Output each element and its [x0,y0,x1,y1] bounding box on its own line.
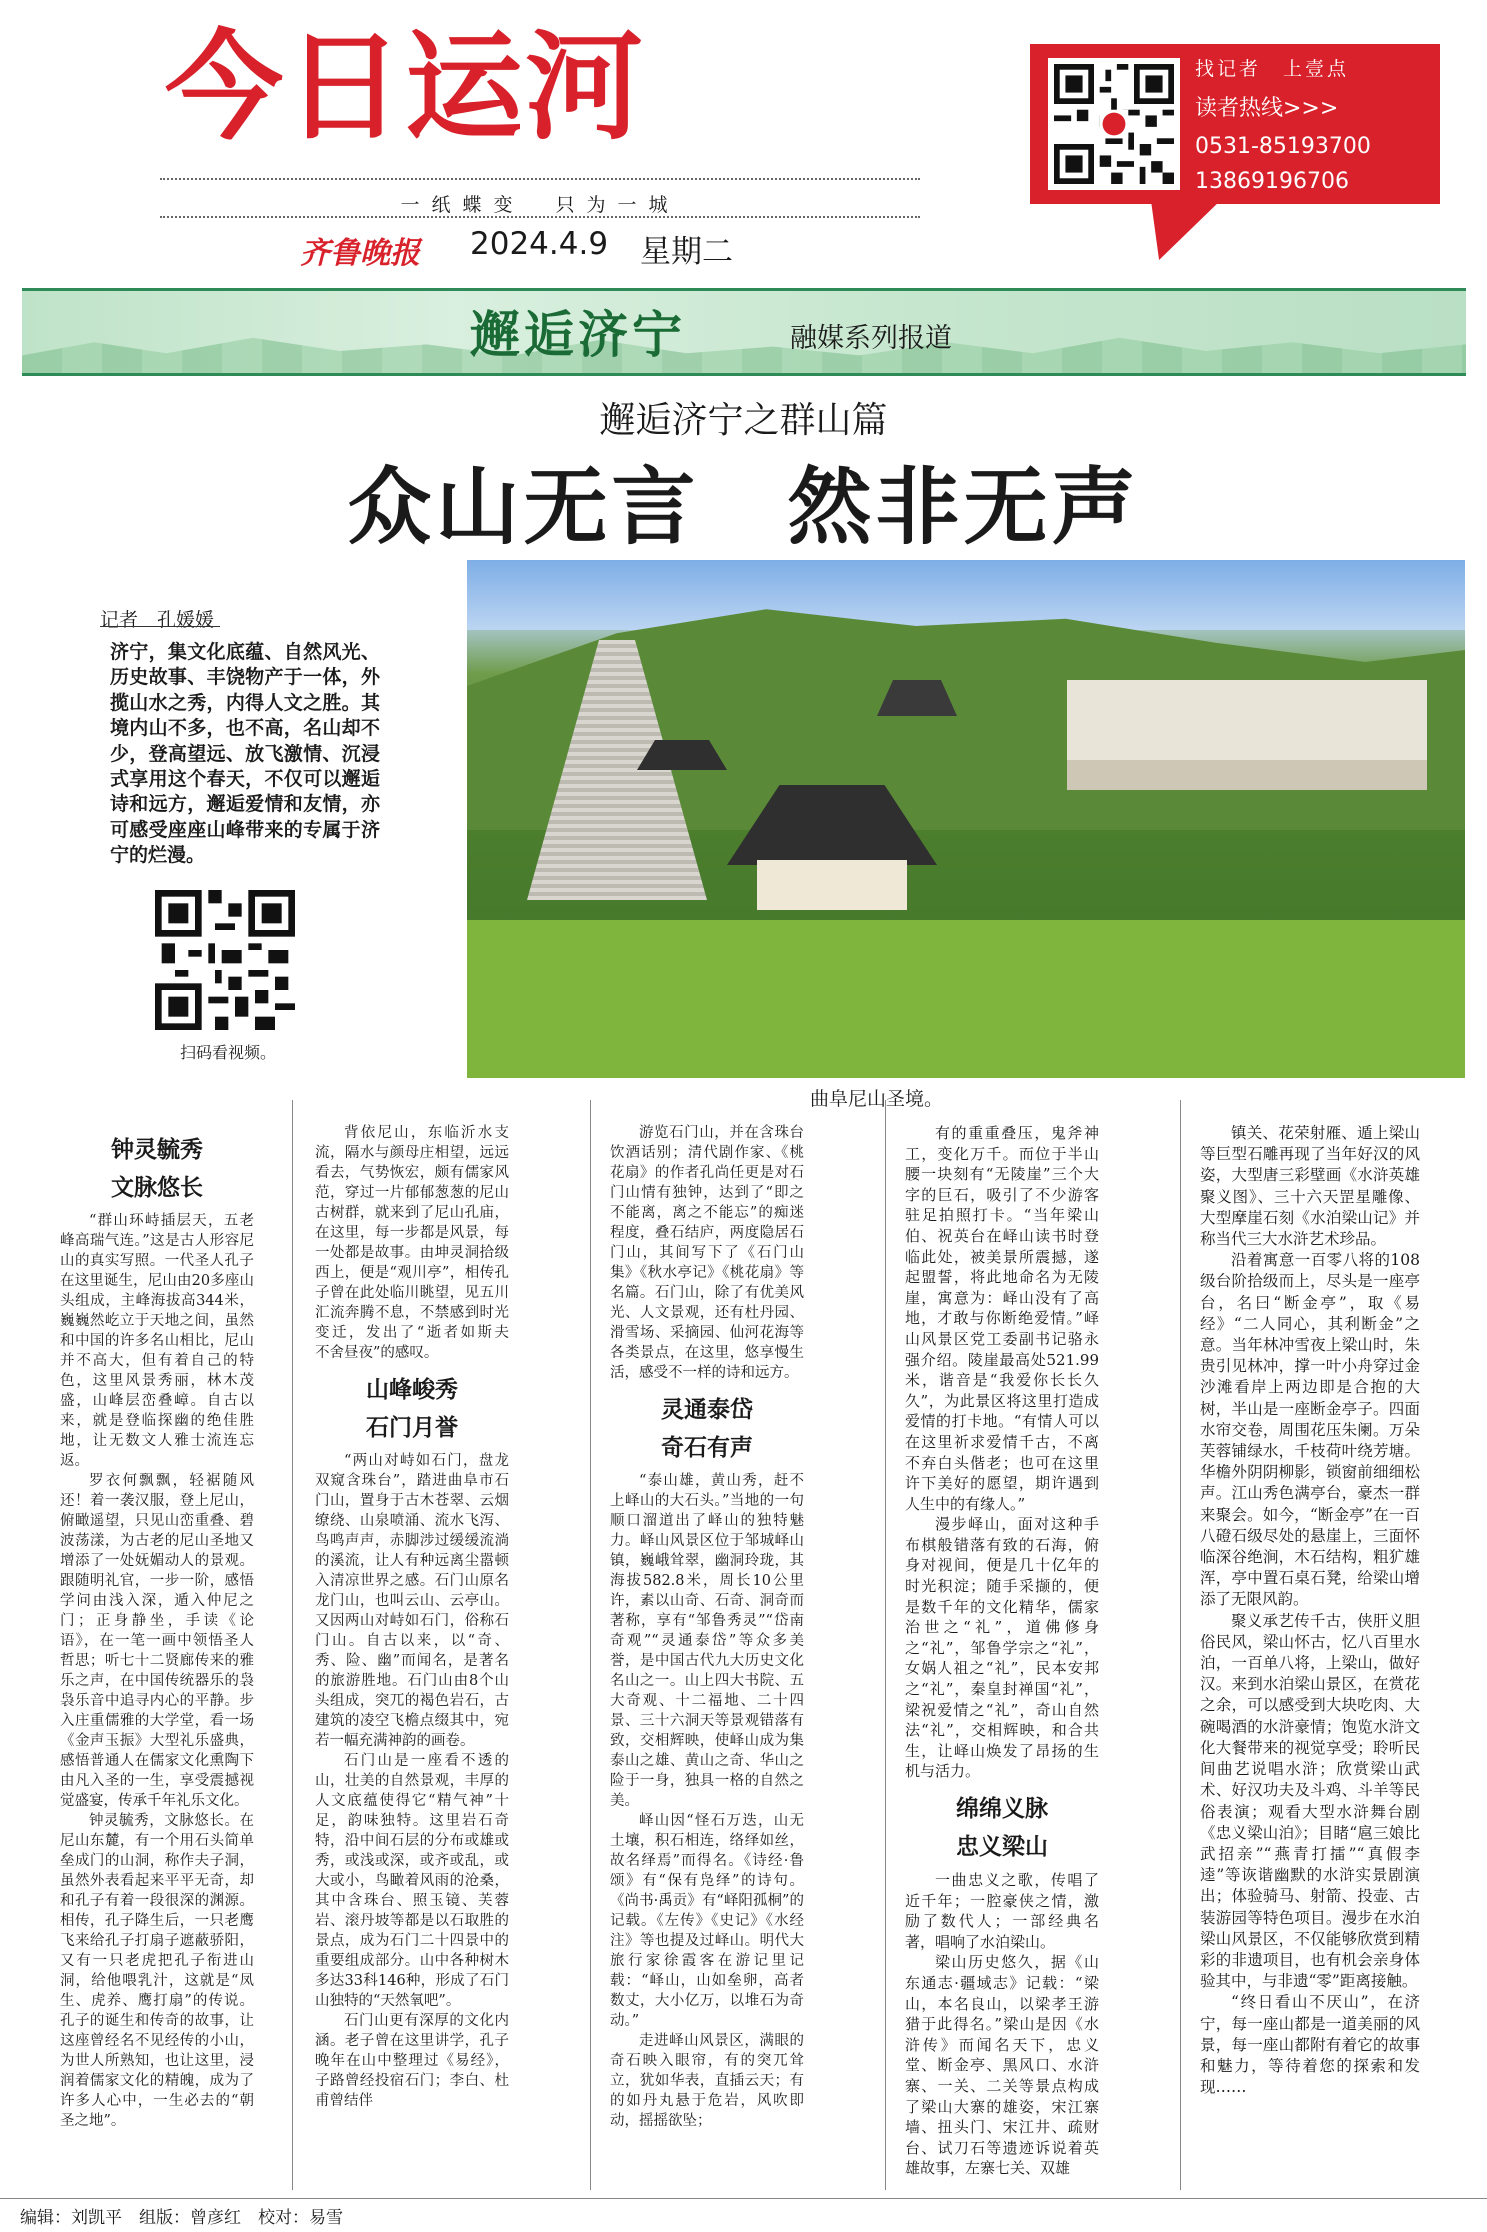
byline-rule [100,626,220,627]
section-subheading: 石门月誉 [366,1414,458,1441]
article-column-1 [60,1123,254,2131]
section-subheading: 文脉悠长 [111,1174,203,1201]
paragraph: “终日看山不厌山”，在济宁，每一座山都是一道美丽的风景，每一座山都附有着它的故事和魅力，等待着您的探索和发现…… [1200,1993,1420,2097]
article-subhead: 邂逅济宁之群山篇 [599,400,888,441]
column-divider [1180,1100,1181,2190]
section-heading: 灵通泰岱 [661,1396,753,1423]
article-column-3 [610,1123,804,2131]
editor-credits: 编辑：刘凯平 组版：曾彦红 校对：易雪 [20,2208,343,2228]
photo-caption: 曲阜尼山圣境。 [810,1088,944,1110]
photo-hall-complex [1067,680,1427,790]
paragraph: 镇关、花荣射雁、遁上梁山等巨型石雕再现了当年好汉的风姿，大型唐三彩壁画《水浒英雄聚义图》、三十六天罡星雕像、大型摩崖石刻《水泊梁山记》并称当代三大水浒艺术珍品。 [1200,1124,1420,1249]
paragraph: 走进峄山风景区，满眼的奇石映入眼帘，有的突兀耸立，犹如华表，直插云天；有的如丹丸悬于危岩，风吹即动，摇摇欲坠； [610,2033,804,2129]
paragraph: 梁山历史悠久，据《山东通志·疆域志》记载：“梁山，本名良山，以梁孝王游猎于此得名。”梁山是因《水浒传》而闻名天下，忠义堂、断金亭、黑风口、水浒寨、一关、二关等景点构成了梁山大寨的雄姿，宋江寨墙、扭头门、宋江井、疏财台、试刀石等遗迹诉说着英雄故事，左寨七关、双雄 [905,1953,1099,2178]
issue-date: 2024.4.9 [470,226,609,262]
qr-code-icon [1054,64,1174,184]
photo-nishan-scenic [467,560,1465,1078]
paragraph: 聚义承艺传千古，侠肝义胆俗民风，梁山怀古，忆八百里水泊，一百单八将，上梁山，做好汉。来到水泊梁山景区，在赏花之余，可以感受到大块吃肉、大碗喝酒的水浒豪情；饱览水浒文化大餐带来的视觉享受；聆听民间曲艺说唱水浒；欣赏梁山武术、好汉功夫及斗鸡、斗羊等民俗表演；观看大型水浒舞台剧《忠义梁山泊》；目睹“扈三娘比武招亲”“燕青打擂”“真假李逵”等诙谐幽默的水浒实景剧演出；体验骑马、射箭、投壶、古装游园等特色项目。漫步在水泊梁山风景区，不仅能够欣赏到精彩的非遗项目，也有机会亲身体验其中，与非遗“零”距离接触。 [1200,1611,1420,1991]
paragraph: 沿着寓意一百零八将的108级台阶拾级而上，尽头是一座亭台，名曰“断金亭”，取《易经》“二人同心，其利断金”之意。当年林冲雪夜上梁山时，朱贵引见林冲，撑一叶小舟穿过金沙滩看岸上两边即是合抱的大树，半山是一座断金亭子。四面水帘交卷，周围花压朱阑。万朵芙蓉铺绿水，千枝荷叶绕芳塘。华檐外阴阴柳影，锁窗前细细松声。江山秀色满亭台，豪杰一群来聚会。如今，“断金亭”在一百八磴石级尽处的悬崖上，三面怀临深谷绝涧，木石结构，粗犷雄浑，亭中置石桌石凳，给梁山增添了无限风韵。 [1200,1251,1420,1609]
qr-code-hotline[interactable] [1048,58,1180,190]
hotline-box-tail [1129,200,1221,260]
photo-lawn [467,920,1465,1078]
paragraph: 钟灵毓秀，文脉悠长。在尼山东麓，有一个用石头简单垒成门的山洞，称作夫子洞，虽然外表看起来平平无奇，却和孔子有着一段很深的渊源。相传，孔子降生后，一只老鹰飞来给孔子打扇子遮蔽骄阳，又有一只老虎把孔子衔进山洞，给他喂乳汁，这就是“凤生、虎养、鹰打扇”的传说。孔子的诞生和传奇的故事，让这座曾经名不见经传的小山，为世人所熟知，也让这里，浸润着儒家文化的精魄，成为了许多人心中，一生必去的“朝圣之地”。 [60,1813,254,2129]
paragraph: 石门山更有深厚的文化内涵。老子曾在这里讲学，孔子晚年在山中整理过《易经》，子路曾经投宿石门；李白、杜甫曾结伴 [315,2013,509,2109]
paragraph: “两山对峙如石门，盘龙双窥含珠台”，踏进曲阜市石门山，置身于古木苍翠、云烟缭绕、山泉喷涌、流水飞泻、鸟鸣声声，赤脚涉过缓缓流淌的溪流，让人有种远离尘嚣顿入清凉世界之感。石门山原名龙门山，也叫云山、云亭山。又因两山对峙如石门，俗称石门山。自古以来，以“奇、秀、险、幽”而闻名，是著名的旅游胜地。石门山由8个山头组成，突兀的褐色岩石，古建筑的凌空飞檐点缀其中，宛若一幅充满神韵的画卷。 [315,1453,509,1749]
article-column-4 [905,1123,1099,2179]
masthead-rule-bottom [160,216,920,218]
paragraph: 一曲忠义之歌，传唱了近千年；一腔豪侠之情，激励了数代人；一部经典名著，唱响了水泊梁山。 [905,1871,1099,1951]
paragraph: 游览石门山，并在含珠台饮酒话别；清代剧作家、《桃花扇》的作者孔尚任更是对石门山情有独钟，达到了“即之不能离，离之不能忘”的痴迷程度，叠石结庐，两度隐居石门山，其间写下了《石门山集》《秋水亭记》《桃花扇》等名篇。石门山，除了有优美风光、人文景观，还有杜丹园、滑雪场、采摘园、仙河花海等各类景点，在这里，悠享慢生活，感受不一样的诗和远方。 [610,1125,804,1381]
issue-weekday: 星期二 [640,234,733,270]
paragraph: 罗衣何飘飘，轻裾随风还！着一袭汉服，登上尼山，俯瞰遥望，只见山峦重叠、碧波荡漾，为古老的尼山圣地又增添了一处妩媚动人的景观。跟随明礼官，一步一阶，感悟学问由浅入深，遁入仲尼之门；正身静坐，手读《论语》，在一笔一画中领悟圣人哲思；听七十二贤廊传来的雅乐之声，在中国传统器乐的袅袅乐音中追寻内心的平静。步入庄重儒雅的大学堂，看一场《金声玉振》大型礼乐盛典，感悟普通人在儒家文化熏陶下由凡入圣的一生，享受震撼视觉盛宴，传承千年礼乐文化。 [60,1473,254,1809]
paragraph: “泰山雄，黄山秀，赶不上峄山的大石头。”当地的一句顺口溜道出了峄山的独特魅力。峄山风景区位于邹城峄山镇，巍峨耸翠，幽洞玲珑，其海拔582.8米，周长10公里许，素以山奇、石奇、洞奇而著称，享有“邹鲁秀灵”“岱南奇观”“灵通泰岱”等众多美誉，是中国古代九大历史文化名山之一。山上四大书院、五大奇观、十二福地、二十四景、三十六洞天等景观错落有致，交相辉映，使峄山成为集泰山之雄、黄山之奇、华山之险于一身，独具一格的自然之美。 [610,1473,804,1809]
hotline-label: 读者热线>>> [1195,96,1339,121]
column-divider [885,1100,886,2190]
photo-main-hall [757,860,907,910]
article-column-2 [315,1123,524,2111]
series-banner [22,288,1466,376]
hotline-info [1195,54,1371,194]
column-divider [590,1100,591,2190]
qr-code-icon [155,890,295,1030]
masthead-slogan: 一纸蝶变 只为一城 [400,194,680,216]
banner-skyline-art [22,329,1466,373]
section-heading: 钟灵毓秀 [111,1136,203,1163]
hotline-phone-1[interactable]: 0531-85193700 [1195,134,1371,159]
reporter-byline: 记者 孔媛媛 [100,609,215,631]
article-headline: 众山无言 然非无声 [347,457,1140,556]
masthead-rule-top [160,178,920,180]
paragraph: “群山环峙插层天，五老峰高瑞气连。”这是古人形容尼山的真实写照。一代圣人孔子在这里诞生，尼山由20多座山头组成，主峰海拔高344米，巍巍然屹立于天地之间，虽然和中国的许多名山相比，尼山并不高大，但有着自己的特色，这里风景秀丽，林木茂盛，山峰层峦叠嶂。自古以来，就是登临探幽的绝佳胜地，让无数文人雅士流连忘返。 [60,1213,254,1469]
paragraph: 石门山是一座看不透的山，壮美的自然景观，丰厚的人文底蕴使得它“精气神”十足，韵味独特。这里岩石奇特，沿中间石层的分布或雄或秀，或浅或深，或齐或乱，或大或小，鸟瞰着风雨的沧桑，其中含珠台、照玉镜、芙蓉岩、滚丹坡等都是以石取胜的景点，成为石门二十四景中的重要组成部分。山中各种树木多达33科146种，形成了石门山独特的“天然氧吧”。 [315,1753,509,2009]
paper-name-logo: 齐鲁晚报 [300,236,420,271]
banner-title: 邂逅济宁 [470,306,686,364]
paragraph: 背依尼山，东临沂水支流，隔水与颜母庄相望，远远看去，气势恢宏，颇有儒家风范，穿过一片郁郁葱葱的尼山古树群，就来到了尼山孔庙，在这里，每一步都是风景，每一处都是故事。由坤灵洞拾级西上，便是“观川亭”，相传孔子曾在此处临川眺望，见五川汇流奔腾不息，不禁感到时光变迁，发出了“逝者如斯夫 不舍昼夜”的感叹。 [315,1125,524,1361]
article-column-5 [1200,1123,1420,2098]
hotline-slogan: 找记者 上壹点 [1195,58,1350,80]
paragraph: 峄山因“怪石万迭，山无土壤，积石相连，络绎如丝，故名绎焉”而得名。《诗经·鲁颂》有“保有凫绎”的诗句。《尚书·禹贡》有“峄阳孤桐”的记载。《左传》《史记》《水经注》等也提及过峄山。明代大旅行家徐霞客在游记里记载：“峄山，山如垒卵，高者数丈，大小亿万，以堆石为奇动。” [610,1813,804,2029]
section-heading: 绵绵义脉 [956,1795,1048,1822]
qr-code-video[interactable] [155,890,295,1030]
photo-sky [467,560,1465,630]
masthead-title: 今日运河 [165,18,646,156]
paragraph: 漫步峄山，面对这种手布棋般错落有致的石海，俯身对视间，便是几十亿年的时光积淀；随手采撷的，便是数千年的文化精华，儒家治世之“礼”，道佛修身之“礼”，邹鲁学宗之“礼”，女娲人祖之“礼”，民本安邦之“礼”，秦皇封禅国“礼”，梁祝爱情之“礼”，奇山自然法“礼”，交相辉映，和合共生，让峄山焕发了昂扬的生机与活力。 [905,1515,1099,1781]
qr-code-label: 扫码看视频。 [180,1043,277,1062]
article-intro: 济宁，集文化底蕴、自然风光、历史故事、丰饶物产于一体，外揽山水之秀，内得人文之胜。其境内山不多，也不高，名山却不少，登高望远、放飞激情、沉浸式享用这个春天，不仅可以邂逅诗和远方，邂逅爱情和友情，亦可感受座座山峰带来的专属于济宁的烂漫。 [110,641,380,867]
section-heading: 山峰峻秀 [366,1376,458,1403]
hotline-phone-2[interactable]: 13869196706 [1195,169,1349,194]
footer-rule [0,2198,1487,2199]
column-divider [292,1100,293,2190]
paragraph: 有的重重叠压，鬼斧神工，变化万千。而位于半山腰一块刻有“无陵崖”三个大字的巨石，吸引了不少游客驻足拍照打卡。“当年梁山伯、祝英台在峄山读书时登临此处，被美景所震撼，遂起盟誓，将此地命名为无陵崖，寓意为：峄山没有了高地，才敢与你断绝爱情。”峄山风景区党工委副书记骆永强介绍。陵崖最高处521.99米，谐音是“我爱你长长久久”，为此景区将这里打造成爱情的打卡地。“有情人可以在这里祈求爱情千古，不离不弃白头偕老；也可在这里许下美好的愿望，期许遇到人生中的有缘人。” [905,1124,1099,1513]
banner-subtitle: 融媒系列报道 [790,323,952,354]
section-subheading: 奇石有声 [661,1434,753,1461]
section-subheading: 忠义梁山 [956,1833,1048,1860]
